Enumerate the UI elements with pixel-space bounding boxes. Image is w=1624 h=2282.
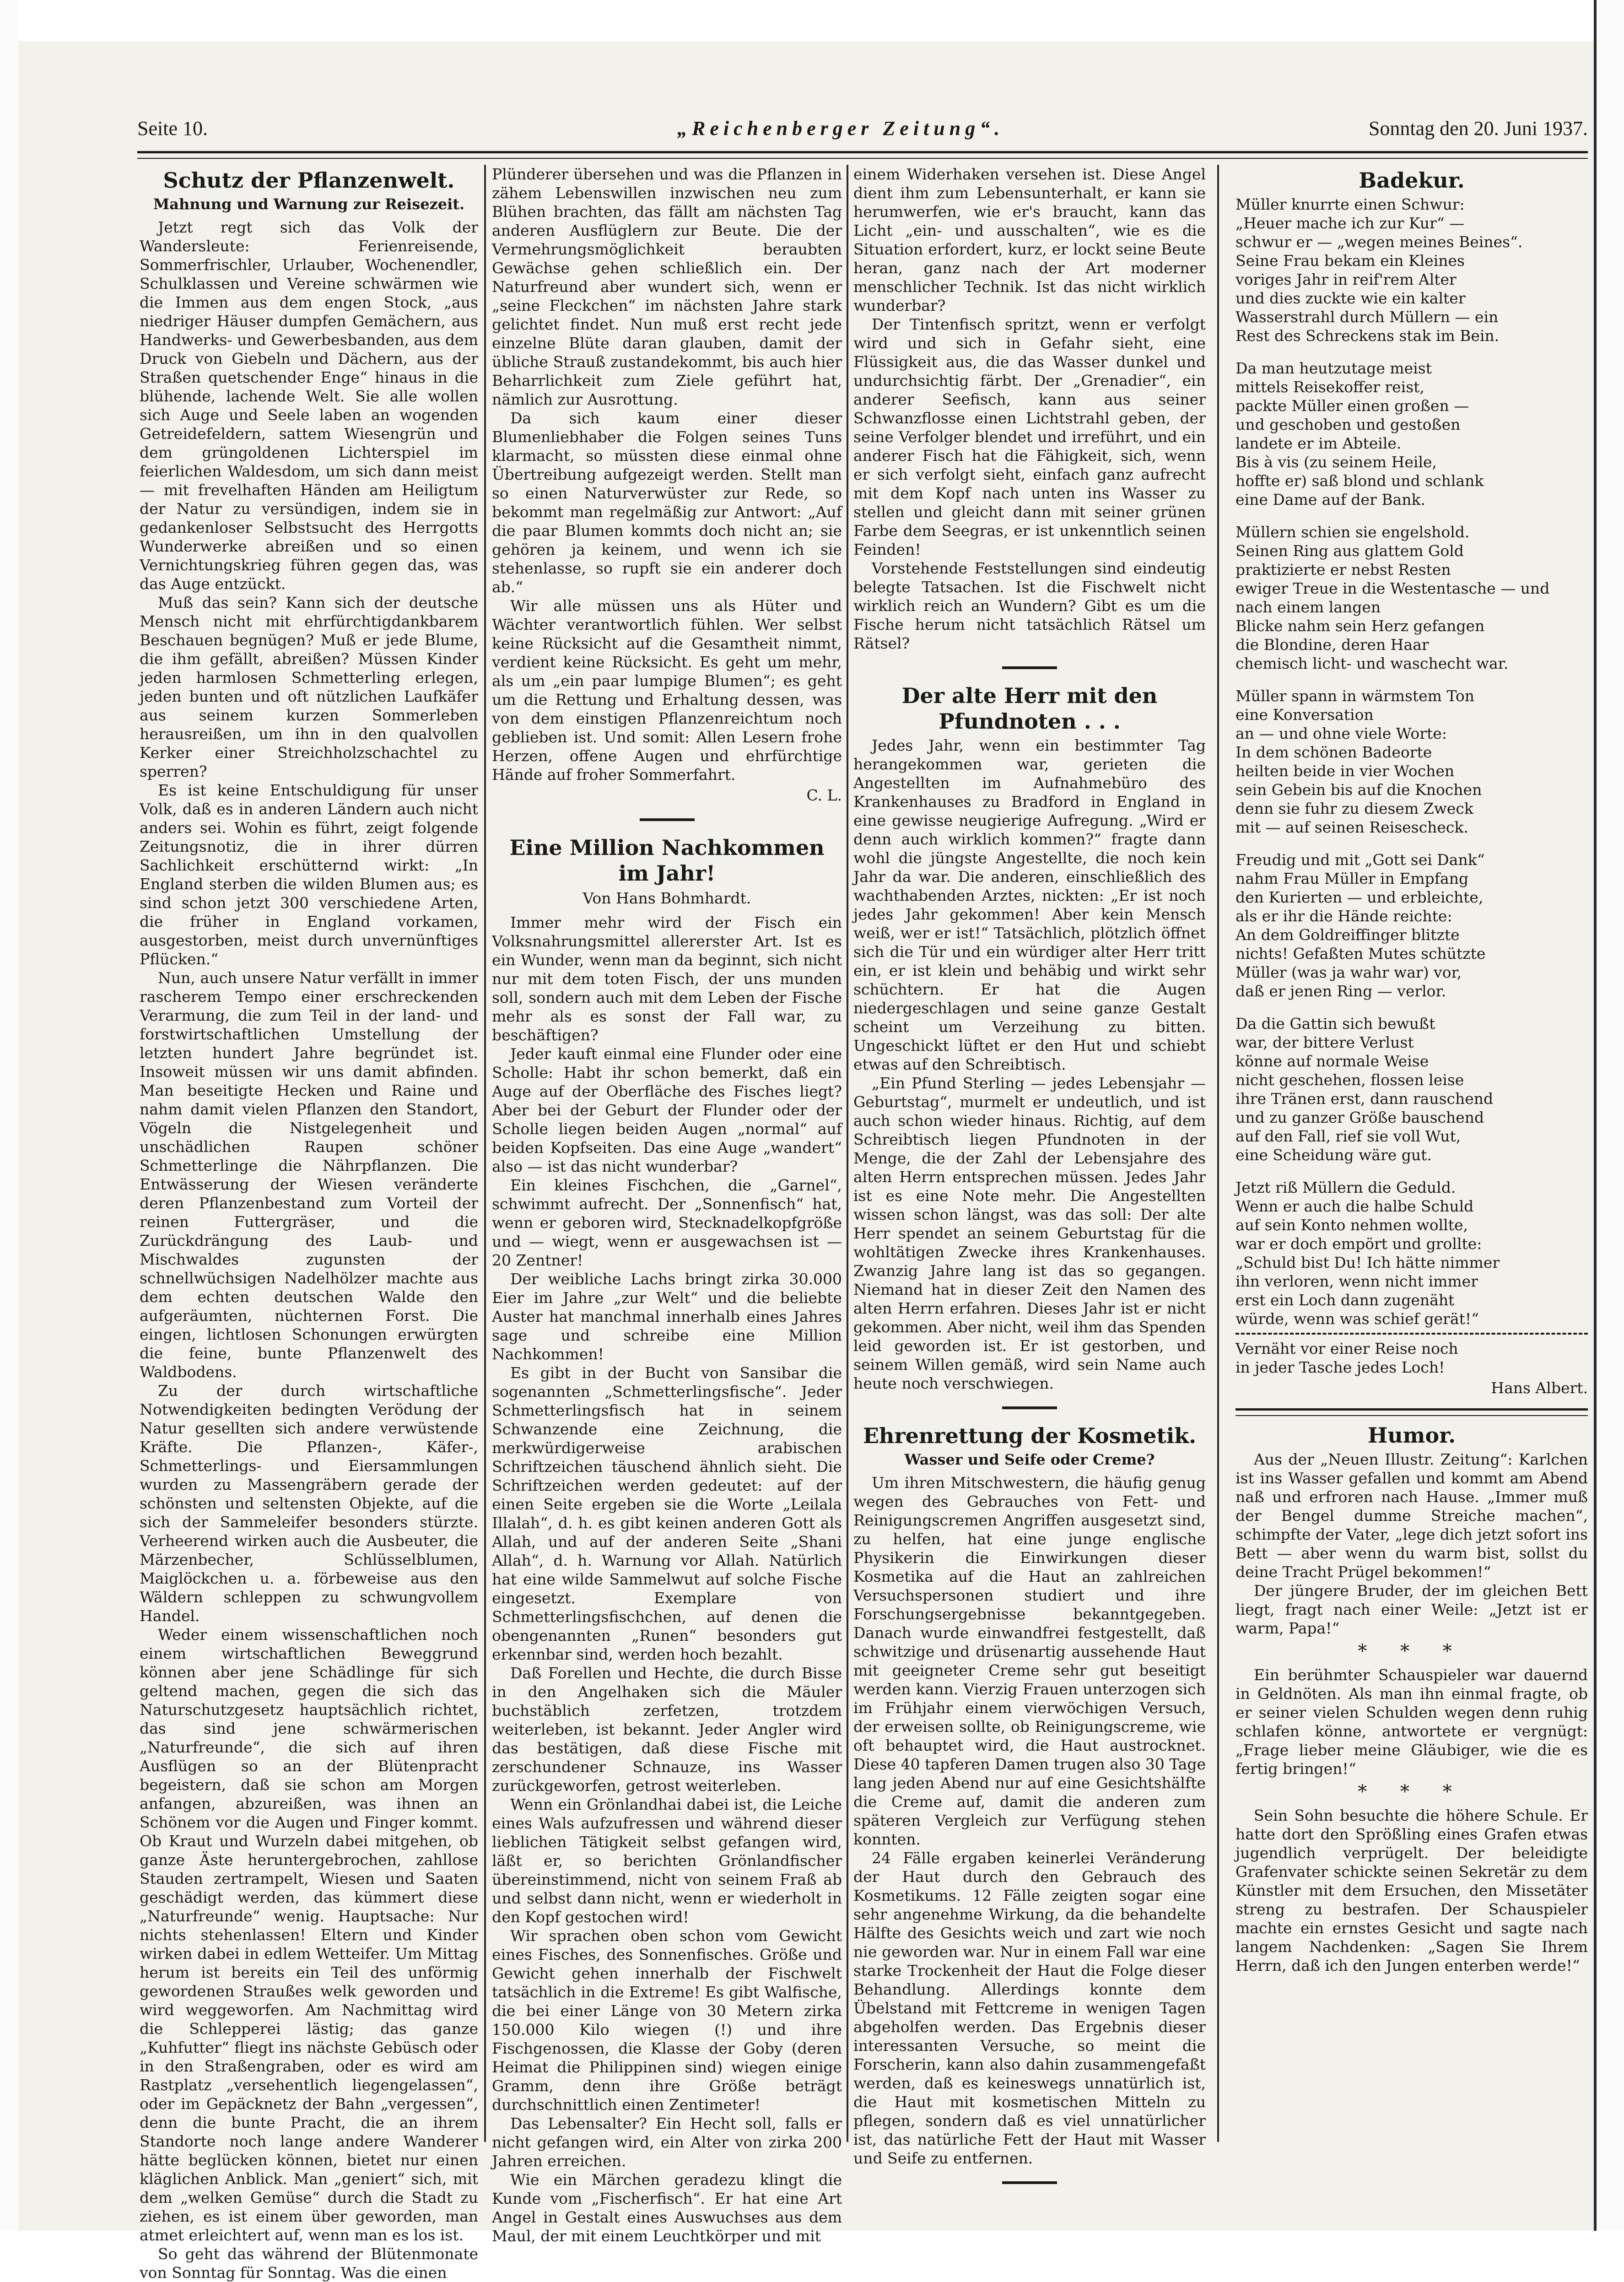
- paragraph: Daß Forellen und Hechte, die durch Bisse in den Angelhaken sich die Mäuler buchstäblich zerfetzen, trotzdem weiterleben, ist bekannt. Jeder Angler wird das bestätigen, daß diese Fische mit zerschundener Schnauze, ins Wasser zurückgeworfen, getrost weiterleben.: [492, 1664, 842, 1795]
- section-divider: [1002, 666, 1057, 669]
- section-divider: [1002, 1406, 1057, 1409]
- paragraph: Sein Sohn besuchte die höhere Schule. Er hatte dort den Sprößling eines Grafen etwas jugendlich verprügelt. Der beleidigte Grafenvater schickte seinen Sekretär zu dem Künstler mit dem Ersuchen, den Missetäter streng zu bestrafen. Der Schauspieler machte ein ernstes Gesicht und sagte nach langem Nachdenken: „Sagen Sie Ihrem Herrn, daß ich den Jungen enterben werde!“: [1236, 1806, 1588, 1974]
- verse-line: ihre Tränen erst, dann rauschend: [1236, 1090, 1494, 1108]
- scan-margin-right: [1594, 0, 1624, 2231]
- verse-line: Müller knurrte einen Schwur:: [1236, 195, 1465, 213]
- verse-line: Rest des Schreckens stak im Bein.: [1236, 327, 1500, 345]
- paragraph: Immer mehr wird der Fisch ein Volksnahrungsmittel allererster Art. Ist es ein Wunder, wenn man da beginnt, sich nicht nur mit dem toten Fisch, der uns munden soll, sondern auch mit dem Leben der Fische mehr als es sonst der Fall war, zu beschäftigen?: [492, 914, 842, 1044]
- paragraph: „Ein Pfund Sterling — jedes Lebensjahr — Geburtstag“, murmelt er undeutlich, und ist auch schon wieder hinaus. Richtig, auf dem Schreibtisch liegen Pfundnoten in der Menge, die der Zahl der Lebensjahre des alten Herrn entsprechen müssen. Jedes Jahr ist es eine Note mehr. Die Angestellten wissen schon längst, was das soll: Der alte Herr spendet an seinem Geburtstag für die wohltätigen Zwecke ihres Krankenhauses. Zwanzig Jahre lang ist das so gegangen. Niemand hat in dieser Zeit den Namen des alten Herrn erfahren. Dieses Jahr ist er nicht gekommen. Aber nicht, weil ihm das Spenden leid geworden ist. Er ist gestorben, und seinem Willen gemäß, wird sein Name auch heute noch verschwiegen.: [853, 1074, 1206, 1392]
- verse-line: auf den Fall, rief sie voll Wut,: [1236, 1127, 1461, 1145]
- paragraph: Nun, auch unsere Natur verfällt in immer rascherem Tempo einer erschreckenden Verarmung, die zum Teil in der land- und forstwirtschaftlichen Umstellung der letzten hundert Jahre begründet ist. Insoweit müssen wir uns damit abfinden. Man beseitigte Hecken und Raine und nahm damit vielen Pflanzen den Standort, Vögeln die Nistgelegenheit und unschädlichen Raupen schöner Schmetterlinge die Nährpflanzen. Die Entwässerung der Wiesen veränderte deren Pflanzenbestand zum Vorteil der reinen Futtergräser, und die Zurückdrängung des Laub- und Mischwaldes zugunsten der schnellwüchsigen Nadelhölzer machte aus dem echten deutschen Walde den aufgeräumten, nüchternen Forst. Die eingen, lichtlosen Schonungen erwürgten die feine, bunte Pflanzenwelt des Waldbodens.: [140, 969, 478, 1381]
- article-byline: Von Hans Bohmhardt.: [583, 889, 751, 907]
- paragraph: Der weibliche Lachs bringt zirka 30.000 Eier im Jahre „zur Welt“ und die beliebte Auster hat manchmal innerhalb eines Jahres sage und schreibe eine Million Nachkommen!: [492, 1270, 842, 1363]
- verse-line: sein Gebein bis auf die Knochen: [1236, 781, 1482, 799]
- verse-line: Vernäht vor einer Reise noch: [1236, 1340, 1458, 1357]
- verse-line: Müller (was ja wahr war) vor,: [1236, 963, 1462, 981]
- verse-line: den Kurierten — und erbleichte,: [1236, 888, 1484, 906]
- paragraph: Wenn ein Grönlandhai dabei ist, die Leiche eines Wals aufzufressen und während dieser lieblichen Tätigkeit selbst gefangen wird, läßt er, so berichten Grönlandfischer übereinstimmend, nicht von seinem Fraß ab und selbst dann nicht, wenn er wiederholt in den Kopf gestochen wird!: [492, 1795, 842, 1926]
- stanza: [1236, 359, 1588, 509]
- verse-line: in jeder Tasche jedes Loch!: [1236, 1358, 1445, 1376]
- verse-line: und zu ganzer Größe bauschend: [1236, 1109, 1484, 1126]
- verse-line: eine Dame auf der Bank.: [1236, 491, 1426, 508]
- verse-line: nichts! Gefaßten Mutes schützte: [1236, 945, 1486, 963]
- verse-line: ihn verloren, wenn nicht immer: [1236, 1272, 1478, 1290]
- verse-line: landete er im Abteile.: [1236, 434, 1402, 452]
- verse-line: könne auf normale Weise: [1236, 1052, 1429, 1070]
- verse-line: hoffte er) saß blond und schlank: [1236, 472, 1484, 490]
- dashed-divider: [1236, 1333, 1588, 1335]
- verse-line: daß er jenen Ring — verlor.: [1236, 982, 1446, 1000]
- paragraph: Der jüngere Bruder, der im gleichen Bett liegt, fragt nach einer Weile: „Jetzt ist er warm, Papa!“: [1236, 1582, 1588, 1637]
- stanza: [1236, 1178, 1588, 1328]
- stanza: [1236, 850, 1588, 1000]
- verse-line: Seinen Ring aus glattem Gold: [1236, 542, 1464, 560]
- verse-line: praktizierte er nebst Resten: [1236, 561, 1451, 579]
- verse-line: Bis à vis (zu seinem Heile,: [1236, 453, 1437, 471]
- paragraph: Weder einem wissenschaftlichen noch einem wirtschaftlichen Beweggrund können aber jene Schädlinge für sich geltend machen, gegen die sich das Naturschutzgesetz hauptsächlich richtet, das sind jene schwärmerischen „Naturfreunde“, die sich auf ihren Ausflügen so an der Blütenpracht begeistern, daß sie schon am Morgen anfangen, abzureißen, was ihnen an Schönem vor die Augen und Finger kommt. Ob Kraut und Wurzeln dabei mitgehen, ob ganze Äste heruntergebrochen, zahllose Stauden zertrampelt, Wiesen und Saaten geschädigt werden, das kümmert diese „Naturfreunde“ wenig. Hauptsache: Nur nichts stehenlassen! Eltern und Kinder wirken dabei in edlem Wetteifer. Um Mittag herum ist bereits ein Teil des unförmig gewordenen Straußes welk geworden und wird weggeworfen. Am Nachmittag wird die Schlepperei lästig; das ganze „Kuhfutter“ fliegt ins nächste Gebüsch oder in den Straßengraben, oder es wird am Rastplatz „versehentlich liegengelassen“, oder im Gepäcknetz der Bahn „vergessen“, denn die bunte Pracht, die an ihrem Standorte noch lange andere Wanderer hätte beglücken können, bietet nur einen kläglichen Anblick. Man „geniert“ sich, mit dem „welken Gemüse“ durch die Stadt zu ziehen, es ist einem über geworden, man atmet erleichtert auf, wenn man es los ist.: [140, 1626, 478, 2244]
- verse-line: Wasserstrahl durch Müllern — ein: [1236, 308, 1499, 326]
- paragraph: Um ihren Mitschwestern, die häufig genug wegen des Gebrauches von Fett- und Reinigungscremen Angriffen ausgesetzt sind, zu helfen, hat eine junge englische Physikerin die Einwirkungen dieser Kosmetika auf die Haut an zahlreichen Versuchspersonen studiert und ihre Forschungsergebnisse bekanntgegeben. Danach wurde einwandfrei festgestellt, daß schwitzige und drüsenartig aussehende Haut mit geeigneter Creme sehr gut beseitigt werden kann. Vierzig Frauen unterzogen sich im Frühjahr einem vierwöchigen Versuch, der erweisen sollte, ob Reinigungscreme, wie oft behauptet wird, die Haut austrocknet. Diese 40 tapferen Damen trugen also 30 Tage lang jeden Abend nur auf eine Gesichtshälfte die Creme auf, damit die anderen zum späteren Vergleich zur Verfügung stehen konnten.: [853, 1474, 1206, 1848]
- stanza: [1236, 687, 1588, 837]
- paragraph: Wir sprachen oben schon vom Gewicht eines Fisches, des Sonnenfisches. Größe und Gewicht gehen innerhalb der Fischwelt tatsächlich in die Extreme! Es gibt Walfische, die bei einer Länge von 30 Metern zirka 150.000 Kilo wiegen (!) und ihre Fischgenossen, die Klasse der Goby (deren Heimat die Philippinen sind) wiegen einige Gramm, denn ihre Größe beträgt durchschnittlich einen Zentimeter!: [492, 1927, 842, 2114]
- verse-line: die Blondine, deren Haar: [1236, 636, 1429, 654]
- verse-line: Müllern schien sie engelshold.: [1236, 523, 1470, 541]
- paragraph: 24 Fälle ergaben keinerlei Veränderung der Haut durch den Gebrauch des Kosmetikums. 12 Fälle zeigten sogar eine sehr angenehme Wirkung, da die behandelte Hälfte des Gesichts weich und zart wie noch nie geworden war. Nur in einem Fall war eine starke Trockenheit der Haut die Folge dieser Behandlung. Allerdings konnte dem Übelstand mit Fettcreme in wenigen Tagen abgeholfen werden. Das Ergebnis dieser interessanten Versuche, so meint die Forscherin, kann also dahin zusammengefaßt werden, daß es keineswegs unnatürlich ist, die Haut mit kosmetischen Mitteln zu pflegen, sondern daß es viel unnatürlicher ist, das natürliche Fett der Haut mit Wasser und Seife zu entfernen.: [853, 1849, 1206, 2167]
- verse-line: Wenn er auch die halbe Schuld: [1236, 1197, 1474, 1215]
- paragraph: Das Lebensalter? Ein Hecht soll, falls er nicht gefangen wird, ein Alter von zirka 200 Jahren erreichen.: [492, 2114, 842, 2170]
- verse-line: Da die Gattin sich bewußt: [1236, 1015, 1435, 1033]
- verse-line: schwur er — „wegen meines Beines“.: [1236, 233, 1523, 251]
- verse-line: „Schuld bist Du! Ich hätte nimmer: [1236, 1254, 1500, 1271]
- section-divider: [640, 818, 695, 821]
- article-signature: Hans Albert.: [1491, 1379, 1588, 1397]
- column-3: [853, 165, 1206, 2167]
- verse-line: mit — auf seinen Reisescheck.: [1236, 818, 1468, 836]
- verse-line: In dem schönen Badeorte: [1236, 743, 1432, 761]
- column-rule: [847, 165, 848, 2142]
- paragraph: Aus der „Neuen Illustr. Zeitung“: Karlchen ist ins Wasser gefallen und kommt am Abend naß und erfroren nach Hause. „Immer muß der Bengel dumme Streiche machen“, schimpfte der Vater, „lege dich jetzt sofort ins Bett — aber wenn du warm bist, sollst du deine Tracht Prügel bekommen!“: [1236, 1450, 1588, 1581]
- verse-line: „Heuer mache ich zur Kur“ —: [1236, 214, 1465, 232]
- verse-line: an — und ohne viele Worte:: [1236, 725, 1447, 742]
- verse-line: ewiger Treue in die Westentasche — und nach einem langen: [1236, 579, 1550, 616]
- verse-line: mittels Reisekoffer reist,: [1236, 378, 1424, 396]
- stanza: [1236, 1339, 1588, 1377]
- paragraph: Muß das sein? Kann sich der deutsche Mensch nicht mit ehrfürchtigdankbarem Beschauen begnügen? Muß er jede Blume, die ihm gefällt, abreißen? Müssen Kinder jeden harmlosen Schmetterling erlegen, jeden bunten und oft nützlichen Laufkäfer aus seinem kurzen Sommerleben herausreißen, um ihn in den qualvollen Kerker einer Streichholzschachtel zu sperren?: [140, 594, 478, 780]
- scan-margin-left: [0, 0, 18, 2231]
- issue-date: Sonntag den 20. Juni 1937.: [1368, 117, 1588, 140]
- verse-line: eine Scheidung wäre gut.: [1236, 1146, 1432, 1164]
- verse-line: würde, wenn was schief gerät!“: [1236, 1310, 1479, 1328]
- poem: [1236, 195, 1588, 1377]
- column-rule: [1217, 165, 1219, 2142]
- verse-line: Müller spann in wärmstem Ton: [1236, 687, 1475, 705]
- column-2: [492, 165, 842, 2245]
- verse-line: und geschoben und gestoßen: [1236, 416, 1461, 433]
- verse-line: An dem Goldreiffinger blitzte: [1236, 926, 1460, 944]
- stanza: [1236, 523, 1588, 673]
- paragraph: Jetzt regt sich das Volk der Wandersleute: Ferienreisende, Sommerfrischler, Urlauber, Wochenendler, Schulklassen und Vereine schwärmen wie die Immen aus dem engen Stock, „aus niedriger Häuser dumpfen Gemächern, aus Handwerks- und Gewerbesbanden, aus dem Druck von Giebeln und Dächern, aus der Straßen quetschender Enge“ hinaus in die blühende, lachende Welt. Sie alle wollen sich Auge und Seele laben an wogenden Getreidefeldern, sattem Wiesengrün und dem grüngoldenen Lichterspiel im feierlichen Waldesdom, um sich dann meist — mit frevelhaften Händen am Heiligtum der Natur zu versündigen, indem sie in gedankenloser Selbstsucht des Herrgotts Wunderwerke abreißen und so einen Vernichtungskrieg führen gegen das, was das Auge entzückt.: [140, 218, 478, 593]
- paragraph: Ein berühmter Schauspieler war dauernd in Geldnöten. Als man ihn einmal fragte, ob er seiner vielen Schulden wegen denn ruhig schlafen könne, antwortete er vergnügt: „Frage lieber meine Gläubiger, wie die es fertig bringen!“: [1236, 1666, 1588, 1778]
- verse-line: packte Müller einen großen —: [1236, 397, 1469, 415]
- separator-stars: * * *: [1358, 1781, 1466, 1802]
- column-rule: [484, 165, 486, 2142]
- article-title: Eine Million Nachkommen im Jahr!: [509, 835, 825, 886]
- paragraph: Es gibt in der Bucht von Sansibar die sogenannten „Schmetterlingsfische“. Jeder Schmetterlingsfisch hat in seinem Schwanzende eine Zeichnung, die merkwürdigerweise arabischen Schriftzeichen täuschend ähnlich sieht. Die Schriftzeichen werden gedeutet: auf der einen Seite ergeben sie die Worte „Leilala Illalah“, d. h. es gibt keinen anderen Gott als Allah, und auf der anderen Seite „Shani Allah“, d. h. Warnung vor Allah. Natürlich hat eine wilde Sammelwut auf solche Fische eingesetzt. Exemplare von Schmetterlingsfischchen, auf denen die obengenannten „Runen“ besonders gut erkennbar sind, werden hoch bezahlt.: [492, 1364, 842, 1663]
- article-title: Der alte Herr mit den Pfundnoten . . .: [901, 683, 1158, 734]
- verse-line: nicht geschehen, flossen leise: [1236, 1071, 1464, 1089]
- paragraph: Es ist keine Entschuldigung für unser Volk, daß es in anderen Ländern auch nicht anders sei. Wohin es führt, zeigt folgende Zeitungsnotiz, die in ihrer dürren Sachlichkeit erschütternd wirkt: „In England sterben die wilden Blumen aus; es sind schon jetzt 300 verschiedene Arten, die früher in England vorkamen, ausgestorben, meist durch unvernünftiges Pflücken.“: [140, 781, 478, 968]
- verse-line: Seine Frau bekam ein Kleines: [1236, 252, 1465, 270]
- separator-stars: * * *: [1358, 1641, 1466, 1662]
- verse-line: Jetzt riß Müllern die Geduld.: [1236, 1179, 1456, 1196]
- stanza: [1236, 195, 1588, 345]
- article-title: Humor.: [1367, 1423, 1456, 1448]
- article-title: Badekur.: [1359, 168, 1465, 193]
- article-title: Ehrenrettung der Kosmetik.: [863, 1423, 1197, 1448]
- verse-line: eine Konversation: [1236, 706, 1374, 724]
- paragraph: Wir alle müssen uns als Hüter und Wächter verantwortlich fühlen. Wer selbst keine Rücksicht auf die Gesamtheit nimmt, verdient keine Rücksicht. Es geht um mehr, als um „ein paar lumpige Blumen“; es geht um die Rettung und Erhaltung dessen, was von dem einstigen Pflanzenreichtum noch geblieben ist. Und somit: Allen Lesern frohe Herzen, offene Augen und ehrfürchtige Hände auf froher Sommerfahrt.: [492, 597, 842, 784]
- verse-line: Da man heutzutage meist: [1236, 359, 1432, 377]
- verse-line: war er doch empört und grollte:: [1236, 1235, 1482, 1253]
- paragraph: Ein kleines Fischchen, die „Garnel“, schwimmt aufrecht. Der „Sonnenfisch“ hat, wenn er geboren wird, Stecknadelkopfgröße und — wiegt, wenn er ausgewachsen ist — 20 Zentner!: [492, 1176, 842, 1269]
- verse-line: voriges Jahr in reif'rem Alter: [1236, 270, 1457, 288]
- verse-line: nahm Frau Müller in Empfang: [1236, 870, 1469, 887]
- paragraph: Vorstehende Feststellungen sind eindeutig belegte Tatsachen. Ist die Fischwelt nicht wirklich reich an Wundern? Gibt es um die Fische herum nicht tatsächlich Rätsel um Rätsel?: [853, 559, 1206, 652]
- verse-line: als er ihr die Hände reichte:: [1236, 907, 1452, 925]
- verse-line: Blicke nahm sein Herz gefangen: [1236, 617, 1485, 635]
- paragraph: Plünderer übersehen und was die Pflanzen in zähem Lebenswillen inzwischen neu zum Blühen brachten, das fällt am nächsten Tag anderen Ausflüglern zur Beute. Die der Vermehrungsmöglichkeit beraubten Gewächse gehen schließlich ein. Der Naturfreund aber wundert sich, wenn er „seine Fleckchen“ im nächsten Jahre stark gelichtet findet. Nun muß erst recht jede einzelne Blüte daran glauben, damit der übliche Strauß zustandekommt, bis auch hier Beharrlichkeit zum Ziele geführt hat, nämlich zur Ausrottung.: [492, 165, 842, 408]
- paragraph: So geht das während der Blütenmonate von Sonntag für Sonntag. Was die einen: [140, 2245, 478, 2282]
- newspaper-title: „Reichenberger Zeitung“.: [677, 117, 1004, 140]
- paragraph: Wie ein Märchen geradezu klingt die Kunde vom „Fischerfisch“. Er hat eine Art Angel in Gestalt eines Auswuchses aus dem Maul, der mit einem Leuchtkörper und mit: [492, 2171, 842, 2245]
- verse-line: und dies zuckte wie ein kalter: [1236, 289, 1466, 307]
- article-subtitle: Mahnung und Warnung zur Reisezeit.: [153, 195, 465, 213]
- paragraph: einem Widerhaken versehen ist. Diese Angel dient ihm zum Lebensunterhalt, er kann sie herumwerfen, wie er's braucht, kann das Licht „ein- und ausschalten“, wie es die Situation erfordert, kurz, er lockt seine Beute heran, ganz nach der Art moderner menschlicher Technik. Ist das nicht wirklich wunderbar?: [853, 165, 1206, 314]
- article-signature: C. L.: [806, 786, 842, 804]
- section-rule: [1236, 1408, 1588, 1416]
- paragraph: Jedes Jahr, wenn ein bestimmter Tag herangekommen war, gerieten die Angestellten im Aufnahmebüro des Krankenhauses zu Bradford in England in eine gewisse neugierige Aufregung. „Wird er denn auch wirklich kommen?“ fragte dann wohl die jüngste Angestellte, die noch kein Jahr da war. Die anderen, einschließlich des wachthabenden Arztes, nickten: „Er ist noch jedes Jahr gekommen! Aber kein Mensch weiß, wer er ist!“ Tatsächlich, plötzlich öffnet sich die Tür und ein würdiger alter Herr tritt ein, er ist klein und behäbig und wirkt sehr schüchtern. Er hat die Augen niedergeschlagen und seine ganze Gestalt scheint um Verzeihung zu bitten. Ungeschickt lüftet er den Hut und schiebt etwas auf den Schreibtisch.: [853, 736, 1206, 1073]
- verse-line: chemisch licht- und waschecht war.: [1236, 654, 1509, 672]
- article-title: Schutz der Pflanzenwelt.: [163, 168, 455, 193]
- verse-line: Freudig und mit „Gott sei Dank“: [1236, 851, 1485, 869]
- verse-line: war, der bittere Verlust: [1236, 1033, 1414, 1051]
- verse-line: erst ein Loch dann zugenäht: [1236, 1291, 1455, 1309]
- paragraph: Der Tintenfisch spritzt, wenn er verfolgt wird und sich in Gefahr sieht, eine Flüssigkeit aus, die das Wasser dunkel und undurchsichtig färbt. Der „Grenadier“, ein anderer Seefisch, kann aus seiner Schwanzflosse einen Lichtstrahl geben, der seine Verfolger blendet und irreführt, und ein anderer Fisch hat die Fähigkeit, sich, wenn er sich verfolgt sieht, einfach ganz aufrecht mit dem Kopf nach unten ins Wasser zu stellen und gleicht dann mit seiner grünen Farbe dem Seegras, er ist unkenntlich seinen Feinden!: [853, 315, 1206, 558]
- paragraph: Zu der durch wirtschaftliche Notwendigkeiten bedingten Verödung der Natur gesellten sich andere verwüstende Kräfte. Die Pflanzen-, Käfer-, Schmetterlings- und Eiersammlungen wurden zu Massengräbern gerade der schönsten und seltensten Objekte, auf die sich der Sammeleifer besonders stürzte. Verheerend wirken auch die Ausbeuter, die Märzenbecher, Schlüsselblumen, Maiglöckchen u. a. förbeweise aus den Wäldern schleppen zu schwungvollem Handel.: [140, 1382, 478, 1625]
- verse-line: auf sein Konto nehmen wollte,: [1236, 1216, 1468, 1234]
- verse-line: denn sie fuhr zu diesem Zweck: [1236, 800, 1473, 817]
- header-rule: [137, 151, 1588, 159]
- section-divider: [1002, 2181, 1057, 2184]
- column-4: [1236, 165, 1588, 2133]
- page-header: [137, 117, 1588, 149]
- paragraph: Jeder kauft einmal eine Flunder oder eine Scholle: Habt ihr schon bemerkt, daß ein Auge auf der Oberfläche des Fisches liegt? Aber bei der Geburt der Flunder oder der Scholle liegen beiden Augen „normal“ auf beiden Kopfseiten. Das eine Auge „wandert“ also — ist das nicht wunderbar?: [492, 1045, 842, 1175]
- column-1: [140, 165, 478, 2282]
- scan-margin-top: [0, 0, 1624, 41]
- article-subtitle: Wasser und Seife oder Creme?: [904, 1451, 1155, 1468]
- paragraph: Da sich kaum einer dieser Blumenliebhaber die Folgen seines Tuns klarmacht, so müssten diese einmal ohne Übertreibung aufgezeigt werden. Stellt man so einen Naturverwüster zur Rede, so bekommt man regelmäßig zur Antwort: „Auf die paar Blumen kommts doch nicht an; sie gehören ja keinem, und wenn ich sie stehenlasse, so rupft sie ein anderer doch ab.“: [492, 409, 842, 596]
- verse-line: heilten beide in vier Wochen: [1236, 762, 1455, 780]
- stanza: [1236, 1014, 1588, 1164]
- page-number: Seite 10.: [137, 117, 208, 140]
